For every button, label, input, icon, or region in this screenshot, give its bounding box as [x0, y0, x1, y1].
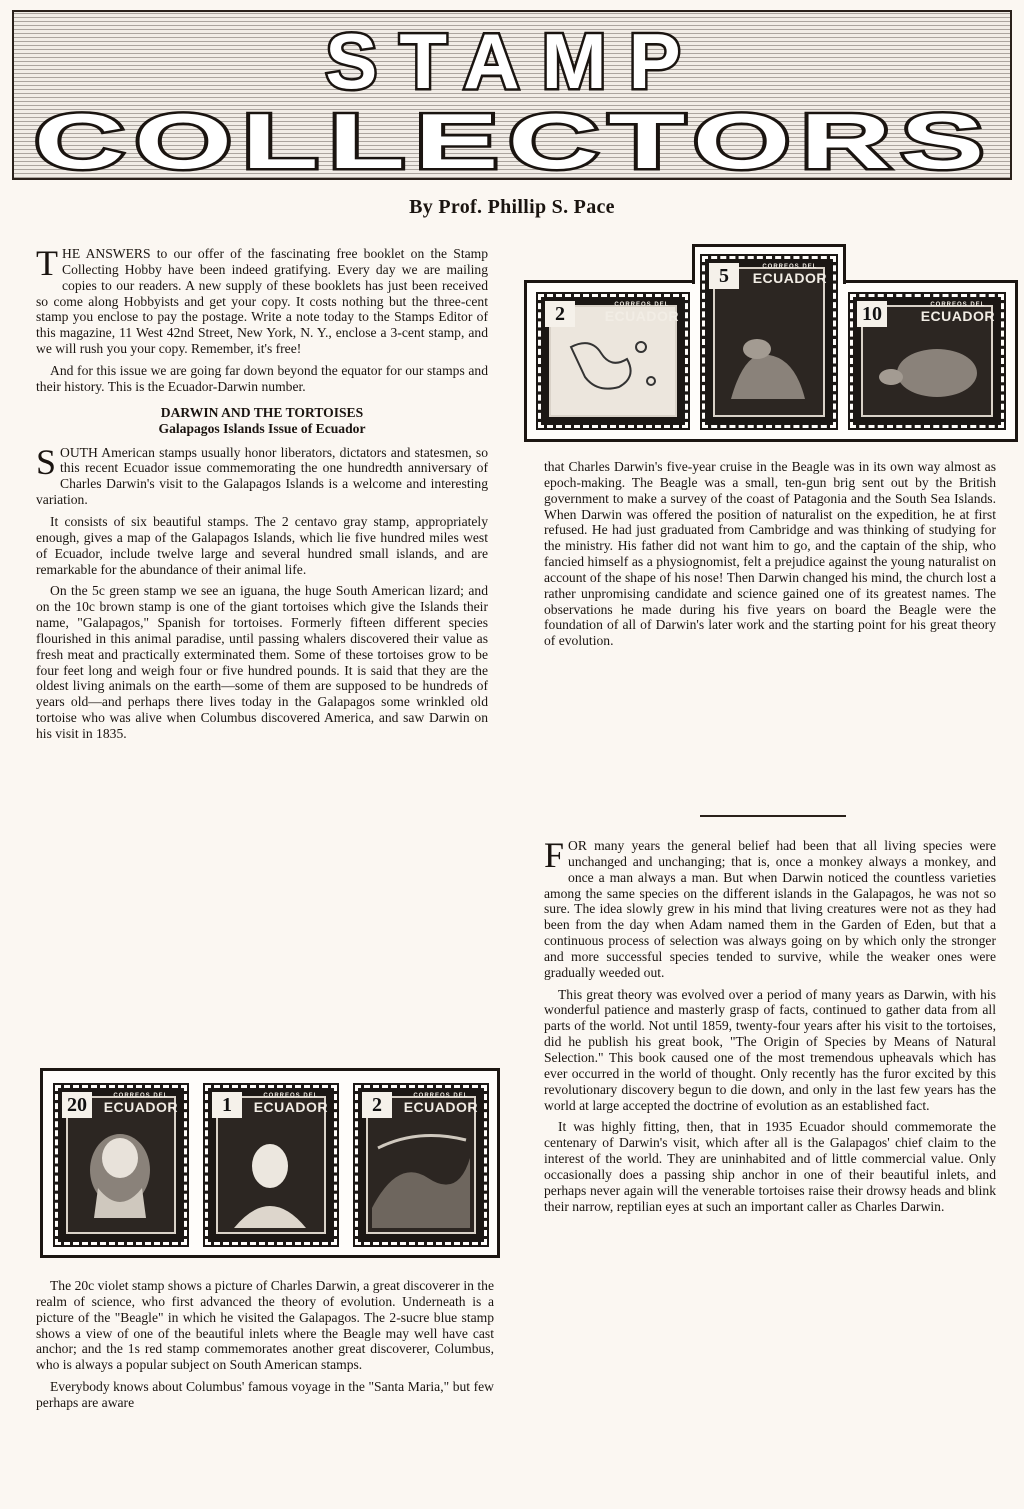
stamp-denomination: 1 — [212, 1092, 242, 1118]
paragraph-equator: And for this issue we are going far down beyond the equator for our stamps and their history. This is the Ecuador-Darwin number. — [36, 362, 488, 394]
stamp-denomination: 5 — [709, 263, 739, 289]
paragraph-six-stamps: It consists of six beautiful stamps. The 2 centavo gray stamp, appropriately enough, gives a map of the Galapagos Islands, which lie five hundred miles west of Ecuador, include twelve large and several hundred small islands, and are remarkable for the abundance of their animal life. — [36, 513, 488, 577]
stamp-denomination: 20 — [62, 1092, 92, 1118]
stamp-country: CORREOS DEL ECUADOR — [253, 1093, 328, 1115]
paragraph-20c-violet: The 20c violet stamp shows a picture of Charles Darwin, a great discoverer in the realm of science, who first advanced the theory of evolution. Underneath is a picture of the "Beagle" in which he visited the Galapagos. The 2-sucre blue stamp shows a view of one of the beautiful inlets where the Beagle may well have cast anchor; and the 1s red stamp commemorates another great discoverer, Columbus, who is always a popular subject on South American stamps. — [36, 1278, 494, 1373]
stamp-2s-inlet — [355, 1085, 487, 1245]
masthead — [12, 10, 1012, 180]
section-divider — [700, 815, 846, 817]
section-subtitle: Galapagos Islands Issue of Ecuador — [158, 420, 366, 436]
stamp-denomination: 2 — [545, 301, 575, 327]
left-column-bottom — [36, 1278, 494, 1417]
stamp-5c-iguana — [702, 256, 836, 428]
stamp-10c-tortoise — [850, 294, 1004, 428]
paragraph-centenary: It was highly fitting, then, that in 1935 Ecuador should commemorate the centenary of Darwin's visit, which after all is the Galapagos' chief claim to the interest of the world. They are uninhabited and of little commercial value. Only occasionally does a passing ship anchor in one of their beautiful inlets, and perhaps never again will the venerable tortoises raise their drowsy heads and blink their narrow, reptilian eyes at such an important caller as Charles Darwin. — [544, 1119, 996, 1214]
masthead-lettering — [14, 12, 1014, 182]
stamp-country: CORREOS DEL ECUADOR — [103, 1093, 178, 1115]
paragraph-dropcap-f: F — [544, 835, 565, 875]
left-column-top — [36, 243, 488, 748]
stamp-denomination: 2 — [362, 1092, 392, 1118]
paragraph-south-american: SOUTH American stamps usually honor liberators, dictators and statesmen, so this recent Ecuador issue commemorating the one hundredth anniversary of Charles Darwin's visit to the Galapagos Islands is a welcome and interesting variation. — [36, 441, 488, 508]
stamp-country: CORREOS DEL ECUADOR — [604, 302, 679, 324]
stamp-country: CORREOS DEL ECUADOR — [752, 264, 827, 286]
intro-dropcap: T — [36, 243, 58, 283]
paragraph-beagle: that Charles Darwin's five-year cruise in the Beagle was in its own way almost as epoch-making. The Beagle was a small, ten-gun brig sent out by the British government to make a survey of the coast of Patagonia and the South Sea Islands. When Darwin was offered the position of naturalist on the expedition, he at first refused. He had just graduated from Cambridge and was thinking of studying for the ministry. His father did not want him to go, and the captain of the ship, who fancied himself as a physiognomist, felt a prejudice against the young naturalist on account of the shape of his nose! Then Darwin changed his mind, the church lost a rather unpromising candidate and science gained one of its greatest names. The observations he made during his five years on board the Beagle were the foundation of all of Darwin's later work and the starting point for his great theory of evolution. — [544, 459, 996, 649]
right-column-bottom — [544, 835, 996, 1220]
stamp-2c-map — [538, 294, 688, 428]
stamp-panel-bottom — [40, 1068, 500, 1258]
stamp-1s-columbus — [205, 1085, 337, 1245]
paragraph-dropcap-s: S — [36, 441, 57, 482]
stamp-country: CORREOS DEL ECUADOR — [403, 1093, 478, 1115]
right-column-top — [544, 459, 996, 655]
stamp-panel-top — [524, 244, 1018, 444]
section-title: DARWIN AND THE TORTOISES — [160, 404, 364, 420]
paragraph-columbus: Everybody knows about Columbus' famous voyage in the "Santa Maria," but few perhaps are aware — [36, 1379, 494, 1410]
paragraph-tortoises: On the 5c green stamp we see an iguana, the huge South American lizard; and on the 10c brown stamp is one of the giant tortoises which give the Islands their name, "Galapagos," Spanish for tortoises. Formerly fifteen different species flourished in this animal paradise, until passing whalers discovered their value as fresh meat and practically exterminated them. Some of these tortoises grow to be four feet long and weigh four or five hundred pounds. It is said that they are the oldest living animals on the earth—some of them are supposed to be hundreds of years old—and perhaps there lives today in the Galapagos some wrinkled old tortoise who was alive when Columbus discovered America, and saw Darwin on his visit in 1835. — [36, 583, 488, 741]
section-heading — [36, 405, 488, 437]
intro-paragraph: THE ANSWERS to our offer of the fascinating free booklet on the Stamp Collecting Hobby have been indeed gratifying. Every day we are mailing copies to our readers. A new supply of these booklets has just been received so come along Hobbyists and get your copy. It costs nothing but the three-cent stamp you enclose to pay the postage. Write a note today to the Stamps Editor of this magazine, 11 West 42nd Street, New York, N. Y., enclose a 3-cent stamp, and we will rush you your copy. Remember, it's free! — [36, 243, 488, 357]
byline: By Prof. Phillip S. Pace — [409, 196, 615, 218]
paragraph-great-theory: This great theory was evolved over a period of many years as Darwin, with his wonderful patience and masterly grasp of facts, continued to gather data from all parts of the world. Not until 1859, twenty-four years after his visit to the tortoises, did he publish his great book, "The Origin of Species by Means of Natural Selection." This book caused one of the most tremendous upheavals which has ever occurred in the world of thought. Only recently has the furor excited by this revolutionary discovery begun to die down, and only in the last few years has the world at large accepted the doctrine of evolution as an established fact. — [544, 986, 996, 1113]
stamp-denomination: 10 — [857, 301, 887, 327]
masthead-title-line2: COLLECTORS — [34, 97, 994, 182]
stamp-country: CORREOS DEL ECUADOR — [920, 302, 995, 324]
paragraph-general-belief: FOR many years the general belief had been that all living species were unchanged and unchanging; that is, once a monkey always a monkey, and once a man always a man. But when Darwin noticed the countless varieties among the same species on the different islands in the Galapagos, he was not so sure. The idea slowly grew in his mind that living creatures were not as they had been from the day when Adam named them in the Garden of Eden, but that a continuous process of selection was always going on by which only the stronger and more successful species tended to survive, while the weaker ones were gradually weeded out. — [544, 835, 996, 980]
masthead-title-line1: STAMP — [325, 17, 703, 105]
stamp-20c-darwin — [55, 1085, 187, 1245]
